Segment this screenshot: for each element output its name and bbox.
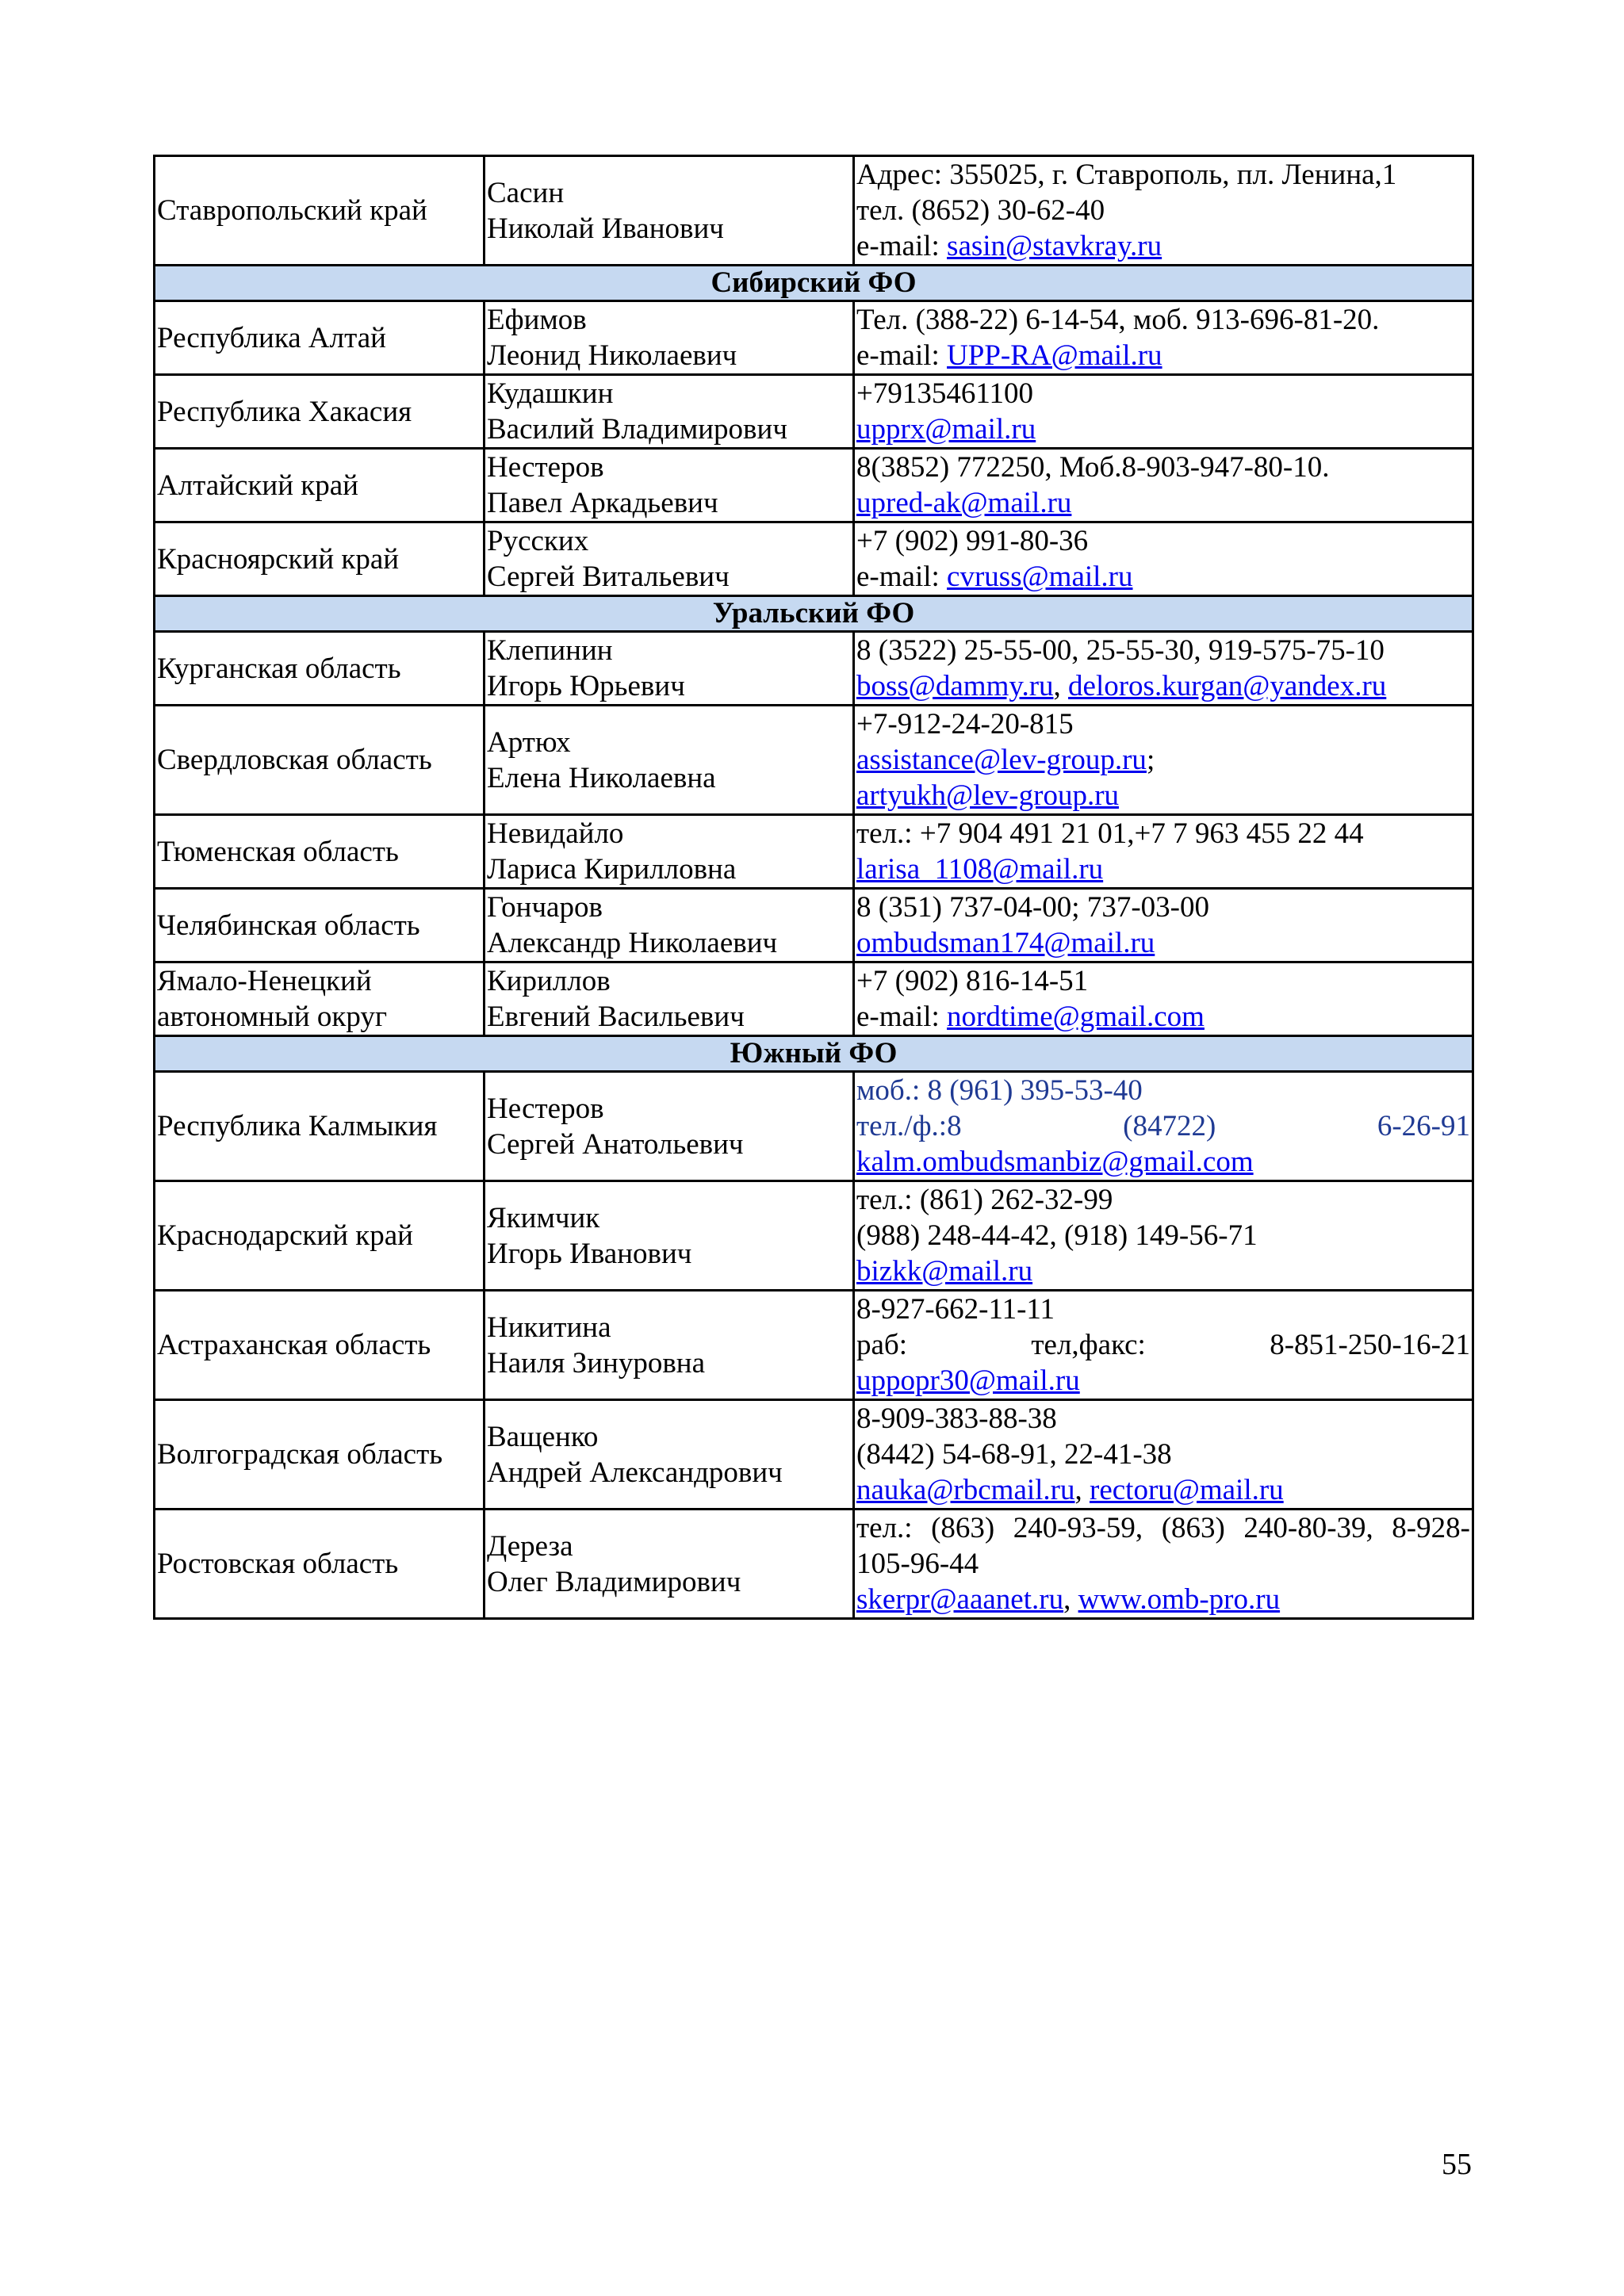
contact-cell: [854, 815, 1473, 889]
section-title: Южный ФО: [155, 1036, 1473, 1072]
person-surname: Сасин: [487, 176, 565, 209]
region-name: Ставропольский край: [157, 194, 427, 227]
section-header-row: [155, 266, 1473, 301]
person-cell: [485, 815, 854, 889]
person-given-names: Сергей Витальевич: [487, 561, 730, 593]
contact-line: [856, 778, 1470, 813]
contact-link[interactable]: boss@dammy.ru: [856, 670, 1054, 702]
contact-text: 240-93-59,: [1013, 1512, 1143, 1544]
contact-text: e-mail:: [856, 1001, 948, 1033]
contact-line: [856, 1472, 1470, 1508]
contact-text: Адрес: 355025, г. Ставрополь, пл. Ленина,1: [856, 159, 1397, 191]
contact-line: [856, 999, 1470, 1035]
person-cell: [485, 1510, 854, 1619]
region-cell: [155, 522, 485, 596]
contact-cell: [854, 706, 1473, 815]
person-surname: Клепинин: [487, 634, 613, 667]
person-surname: Нестеров: [487, 451, 604, 484]
contact-link[interactable]: ombudsman174@mail.ru: [856, 927, 1155, 959]
contact-cell: [854, 632, 1473, 706]
page-number: 55: [1442, 2148, 1472, 2181]
contact-text: 8 (3522) 25-55-00, 25-55-30, 919-575-75-10: [856, 634, 1385, 667]
table-row: [155, 1510, 1473, 1619]
person-surname: Артюх: [487, 725, 571, 759]
contact-text: 6-26-91: [1377, 1110, 1470, 1142]
contact-text: (988) 248-44-42, (918) 149-56-71: [856, 1219, 1258, 1252]
region-cell: [155, 632, 485, 706]
contact-cell: [854, 301, 1473, 375]
contact-text: +79135461100: [856, 377, 1033, 410]
region-cell: [155, 1510, 485, 1619]
table-row: [155, 1400, 1473, 1510]
region-cell: [155, 815, 485, 889]
person-given-names: Евгений Васильевич: [487, 1001, 745, 1033]
contact-text: +7-912-24-20-815: [856, 708, 1074, 740]
contact-line: [856, 1073, 1470, 1108]
contact-line: [856, 963, 1470, 999]
contact-link[interactable]: sasin@stavkray.ru: [947, 230, 1162, 262]
table-row: [155, 301, 1473, 375]
person-given-names: Елена Николаевна: [487, 761, 716, 794]
contact-line: [856, 559, 1470, 595]
contact-line: [856, 228, 1470, 264]
contact-text: ,: [1053, 670, 1069, 702]
table-row: [155, 962, 1473, 1036]
region-cell: [155, 375, 485, 449]
contact-line: [856, 1108, 1470, 1144]
person-cell: [485, 1072, 854, 1181]
person-cell: [485, 962, 854, 1036]
region-cell: [155, 1400, 485, 1510]
person-cell: [485, 889, 854, 962]
contact-line: [856, 485, 1470, 521]
contact-text: 8-927-662-11-11: [856, 1293, 1055, 1326]
contact-text: тел.: +7 904 491 21 01,+7 7 963 455 22 44: [856, 817, 1364, 850]
table-row: [155, 1291, 1473, 1400]
contact-cell: [854, 156, 1473, 266]
region-cell: [155, 1291, 485, 1400]
table-row: [155, 1072, 1473, 1181]
contact-cell: [854, 375, 1473, 449]
contact-text: моб.: 8 (961) 395-53-40: [856, 1074, 1143, 1107]
contact-text: (863): [1161, 1512, 1225, 1544]
contact-line: [856, 1327, 1470, 1363]
region-name: Краснодарский край: [157, 1219, 413, 1252]
person-cell: [485, 1400, 854, 1510]
person-surname: Никитина: [487, 1311, 611, 1344]
person-given-names: Сергей Анатольевич: [487, 1127, 744, 1161]
contact-link[interactable]: larisa_1108@mail.ru: [856, 853, 1104, 886]
contact-text: тел./ф.:8: [856, 1110, 962, 1142]
region-name: Тюменская область: [157, 835, 399, 868]
contact-link[interactable]: artyukh@lev-group.ru: [856, 779, 1120, 812]
contact-line: [856, 851, 1470, 887]
contact-cell: [854, 449, 1473, 522]
contact-line: [856, 523, 1470, 559]
person-cell: [485, 1181, 854, 1291]
person-cell: [485, 449, 854, 522]
contact-line: [856, 925, 1470, 961]
person-cell: [485, 522, 854, 596]
contact-link[interactable]: uppopr30@mail.ru: [856, 1364, 1080, 1397]
contact-link[interactable]: bizkk@mail.ru: [856, 1255, 1033, 1288]
contact-cell: [854, 522, 1473, 596]
contact-link[interactable]: UPP-RA@mail.ru: [947, 339, 1162, 372]
person-cell: [485, 632, 854, 706]
contact-line: [856, 633, 1470, 668]
person-surname: Кудашкин: [487, 377, 614, 410]
person-given-names: Игорь Иванович: [487, 1237, 692, 1270]
contact-cell: [854, 962, 1473, 1036]
contact-line: [856, 302, 1470, 338]
person-given-names: Павел Аркадьевич: [487, 487, 718, 519]
person-given-names: Андрей Александрович: [487, 1456, 783, 1489]
person-cell: [485, 1291, 854, 1400]
contact-text: 8-851-250-16-21: [1270, 1329, 1470, 1361]
contact-cell: [854, 889, 1473, 962]
contact-text: 8 (351) 737-04-00; 737-03-00: [856, 891, 1209, 924]
region-cell: [155, 1072, 485, 1181]
table-row: [155, 375, 1473, 449]
person-cell: [485, 375, 854, 449]
contact-line: [856, 338, 1470, 373]
region-cell: [155, 1181, 485, 1291]
person-given-names: Леонид Николаевич: [487, 339, 737, 372]
contact-cell: [854, 1291, 1473, 1400]
person-surname: Гончаров: [487, 891, 603, 924]
region-name: автономный округ: [157, 1001, 388, 1033]
contact-cell: [854, 1510, 1473, 1619]
contact-line: [856, 1363, 1470, 1399]
person-surname: Нестеров: [487, 1092, 604, 1125]
contact-text: раб:: [856, 1329, 908, 1361]
table-row: [155, 1181, 1473, 1291]
contact-link[interactable]: kalm.ombudsmanbiz@gmail.com: [856, 1146, 1254, 1178]
contact-line: [856, 1144, 1470, 1180]
section-header-row: [155, 596, 1473, 632]
table-row: [155, 522, 1473, 596]
contact-line: [856, 668, 1470, 704]
contact-text: (84722): [1123, 1110, 1216, 1142]
contact-cell: [854, 1072, 1473, 1181]
contact-text: e-mail:: [856, 339, 948, 372]
region-cell: [155, 889, 485, 962]
person-cell: [485, 706, 854, 815]
contact-link[interactable]: assistance@lev-group.ru: [856, 744, 1147, 776]
contact-text: тел,факс:: [1031, 1329, 1146, 1361]
contact-text: (863): [931, 1512, 995, 1544]
region-name: Красноярский край: [157, 542, 400, 576]
contact-line: [856, 1218, 1470, 1253]
person-given-names: Лариса Кирилловна: [487, 853, 737, 886]
section-header-row: [155, 1036, 1473, 1072]
contacts-table: [153, 155, 1474, 1620]
contact-cell: [854, 1181, 1473, 1291]
contact-line: [856, 193, 1470, 228]
table-row: [155, 815, 1473, 889]
contact-line: [856, 450, 1470, 485]
table-row: [155, 632, 1473, 706]
contact-line: [856, 157, 1470, 193]
person-surname: Якимчик: [487, 1201, 600, 1234]
contact-line: [856, 1510, 1470, 1546]
person-surname: Кириллов: [487, 965, 611, 997]
contact-text: 105-96-44: [856, 1548, 979, 1580]
contact-line: [856, 1546, 1470, 1582]
contact-text: ;: [1146, 744, 1155, 776]
table-row: [155, 449, 1473, 522]
person-given-names: Олег Владимирович: [487, 1565, 741, 1598]
region-name: Челябинская область: [157, 909, 420, 942]
section-title: Сибирский ФО: [155, 266, 1473, 301]
contact-text: ,: [1074, 1474, 1090, 1506]
table-row: [155, 889, 1473, 962]
person-surname: Невидайло: [487, 817, 624, 850]
contact-text: Тел. (388-22) 6-14-54, моб. 913-696-81-20.: [856, 304, 1380, 336]
contact-cell: [854, 1400, 1473, 1510]
person-given-names: Николай Иванович: [487, 212, 724, 245]
person-surname: Ващенко: [487, 1420, 599, 1453]
contact-text: 8(3852) 772250, Моб.8-903-947-80-10.: [856, 451, 1330, 484]
contact-text: e-mail:: [856, 561, 948, 593]
contact-text: (8442) 54-68-91, 22-41-38: [856, 1438, 1172, 1471]
region-name: Ямало-Ненецкий: [157, 965, 372, 997]
contact-text: тел.:: [856, 1512, 913, 1544]
contact-link[interactable]: www.omb-pro.ru: [1078, 1583, 1281, 1616]
table-row: [155, 706, 1473, 815]
contact-link[interactable]: rectoru@mail.ru: [1090, 1474, 1284, 1506]
contact-line: [856, 411, 1470, 447]
region-name: Республика Калмыкия: [157, 1110, 438, 1142]
person-cell: [485, 156, 854, 266]
region-name: Астраханская область: [157, 1329, 431, 1361]
person-surname: Дереза: [487, 1529, 573, 1563]
person-surname: Ефимов: [487, 304, 587, 336]
region-name: Республика Хакасия: [157, 395, 412, 428]
region-name: Курганская область: [157, 652, 401, 685]
contact-text: тел. (8652) 30-62-40: [856, 194, 1105, 227]
region-name: Ростовская область: [157, 1548, 399, 1580]
contact-line: [856, 376, 1470, 411]
section-title: Уральский ФО: [155, 596, 1473, 632]
contact-line: [856, 742, 1470, 778]
contact-link[interactable]: upred-ak@mail.ru: [856, 487, 1072, 519]
person-given-names: Наиля Зинуровна: [487, 1346, 706, 1380]
contact-text: 8-928-: [1392, 1512, 1470, 1544]
person-surname: Русских: [487, 525, 589, 557]
region-cell: [155, 962, 485, 1036]
contact-text: +7 (902) 816-14-51: [856, 965, 1089, 997]
region-name: Свердловская область: [157, 744, 432, 776]
contact-line: [856, 1437, 1470, 1472]
region-name: Алтайский край: [157, 469, 358, 502]
region-name: Республика Алтай: [157, 321, 386, 354]
region-cell: [155, 301, 485, 375]
contact-line: [856, 1292, 1470, 1327]
contact-line: [856, 816, 1470, 851]
contact-link[interactable]: deloros.kurgan@yandex.ru: [1068, 670, 1387, 702]
region-name: Волгоградская область: [157, 1438, 443, 1471]
contact-text: 8-909-383-88-38: [856, 1402, 1057, 1435]
contact-line: [856, 890, 1470, 925]
person-given-names: Игорь Юрьевич: [487, 670, 685, 702]
contact-text: 240-80-39,: [1243, 1512, 1373, 1544]
contact-link[interactable]: upprx@mail.ru: [856, 413, 1036, 446]
contact-link[interactable]: nauka@rbcmail.ru: [856, 1474, 1075, 1506]
person-given-names: Василий Владимирович: [487, 413, 787, 446]
contact-line: [856, 1582, 1470, 1617]
contacts-table-body: [155, 156, 1473, 1619]
contact-link[interactable]: nordtime@gmail.com: [947, 1001, 1205, 1033]
table-row: [155, 156, 1473, 266]
contact-line: [856, 1401, 1470, 1437]
contact-link[interactable]: skerpr@aaanet.ru: [856, 1583, 1064, 1616]
region-cell: [155, 449, 485, 522]
contact-text: ,: [1063, 1583, 1078, 1616]
person-cell: [485, 301, 854, 375]
contact-text: e-mail:: [856, 230, 948, 262]
contact-line: [856, 1253, 1470, 1289]
region-cell: [155, 706, 485, 815]
contact-text: +7 (902) 991-80-36: [856, 525, 1089, 557]
contact-line: [856, 706, 1470, 742]
contact-text: тел.: (861) 262-32-99: [856, 1184, 1113, 1216]
region-cell: [155, 156, 485, 266]
contact-line: [856, 1182, 1470, 1218]
contact-link[interactable]: cvruss@mail.ru: [947, 561, 1133, 593]
person-given-names: Александр Николаевич: [487, 927, 778, 959]
